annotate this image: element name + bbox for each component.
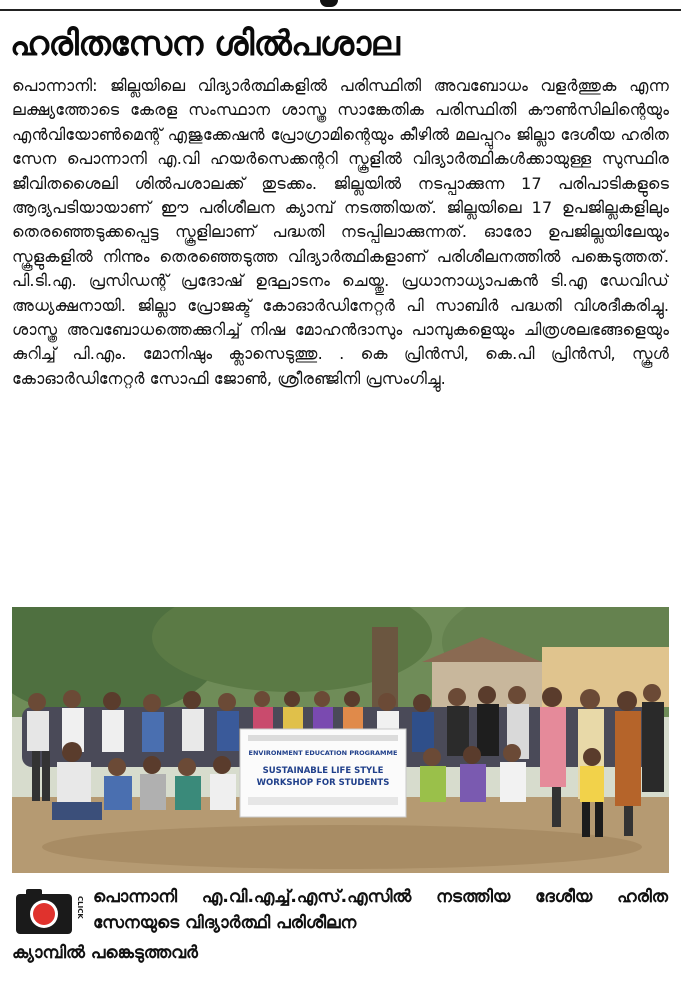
caption-text-tail: ക്യാമ്പിൽ പങ്കെടുത്തവർ — [12, 943, 198, 963]
banner-line-1: ENVIRONMENT EDUCATION PROGRAMME — [248, 749, 398, 757]
article-body: പൊന്നാനി: ജില്ലയിലെ വിദ്യാർത്ഥികളിൽ പരിസ്ഥിതി അവബോധം വളർത്തുക എന്ന ലക്ഷ്യത്തോടെ കേരള സംസ്ഥാന ശാസ്ത്ര സാങ്കേതിക പരിസ്ഥിതി കൗൺസിലിന്റെയും എൻവിയോൺമെന്റ് എജുക്കേഷൻ പ്രോഗ്രാമിന്റെയും കീഴിൽ മലപ്പുറം ജില്ലാ ദേശീയ ഹരിത സേന പൊന്നാനി എ.വി ഹയർസെക്കന്ററി സ്കൂളിൽ വിദ്യാർത്ഥികൾക്കായുള്ള സുസ്ഥിര ജീവിതശൈലി ശിൽപശാലക്ക് തുടക്കം. ജില്ലയിൽ നടപ്പാക്കുന്ന 17 പരിപാടികളുടെ ആദ്യപടിയായാണ് ഈ പരിശീലന ക്യാമ്പ് നടത്തിയത്. ജില്ലയിലെ 17 ഉപജില്ലകളിലും തെരഞ്ഞെടുക്കപ്പെട്ട സ്കൂളിലാണ് പദ്ധതി നടപ്പിലാക്കുന്നത്. ഓരോ ഉപജില്ലയിലേയും സ്കൂളുകളിൽ നിന്നും തെരഞ്ഞെടുത്ത വിദ്യാർത്ഥികളാണ് പരിശീലനത്തിൽ പങ്കെടുത്തത്. പി.ടി.എ. പ്രസിഡന്റ് പ്രദോഷ് ഉദ്ഘാടനം ചെയ്തു. പ്രധാനാധ്യാപകൻ ടി.എ ഡേവിഡ് അധ്യക്ഷനായി. ജില്ലാ പ്രോജക്ട് കോഓർഡിനേറ്റർ പി സാബിർ പദ്ധതി വിശദീകരിച്ചു. ശാസ്ത്ര അവബോധത്തെക്കുറിച്ച് നിഷ മോഹൻദാസും പാമ്പുകളെയും ചിത്രശലഭങ്ങളെയും കുറിച്ച് പി.എം. മോനിഷും ക്ലാസെടുത്തു. . കെ പ്രിൻസി, കെ.പി പ്രിൻസി, സ്കൂൾ കോഓർഡിനേറ്റർ സോഫി ജോൺ, ശ്രീരഞ്ജിനി പ്രസംഗിച്ചു. — [12, 76, 669, 388]
camera-icon-label: CLICK — [76, 896, 84, 919]
banner-line-3: WORKSHOP FOR STUDENTS — [256, 778, 390, 788]
group-photo — [12, 607, 669, 873]
group-photo-illustration — [12, 607, 669, 873]
banner-line-2: SUSTAINABLE LIFE STYLE — [262, 766, 384, 776]
article-headline: ഹരിതസേന ശിൽപശാല — [10, 24, 400, 64]
column-rule — [0, 9, 681, 11]
cropped-glyph-fragment — [320, 0, 338, 7]
camera-icon — [14, 884, 84, 936]
photo-caption — [10, 880, 671, 972]
caption-text: പൊന്നാനി എ.വി.എച്ച്.എസ്.എസിൽ നടത്തിയ ദേശീയ ഹരിത സേനയുടെ വിദ്യാർത്ഥി പരിശീലന — [93, 887, 668, 933]
workshop-banner — [240, 729, 406, 817]
